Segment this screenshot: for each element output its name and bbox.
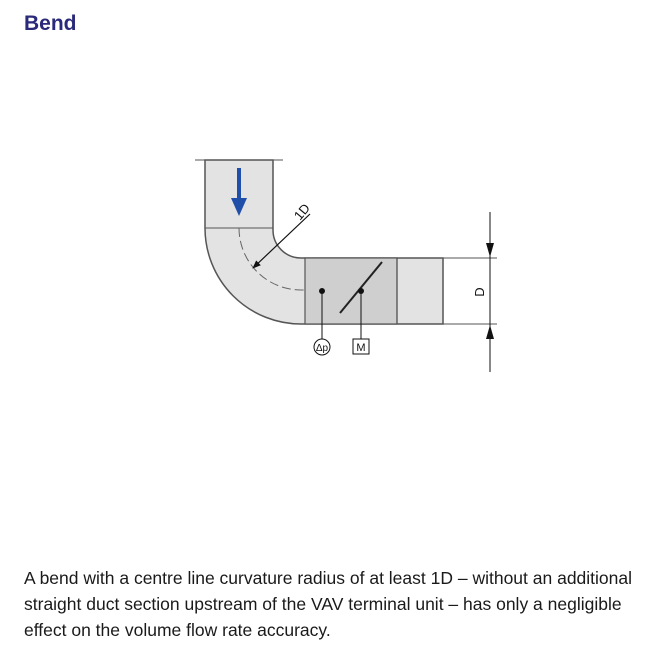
vav-terminal-unit	[305, 258, 397, 324]
radius-label: 1D	[290, 200, 313, 223]
description-text: A bend with a centre line curvature radius of at least 1D – without an additional straight duct section upstream of the VAV terminal unit – has only a negligible effect on the volume flow rate accuracy.	[24, 568, 633, 640]
diameter-label: D	[472, 287, 487, 297]
motor-label: M	[356, 342, 366, 354]
pressure-label: Δp	[315, 343, 329, 354]
page-title: Bend	[24, 12, 77, 35]
